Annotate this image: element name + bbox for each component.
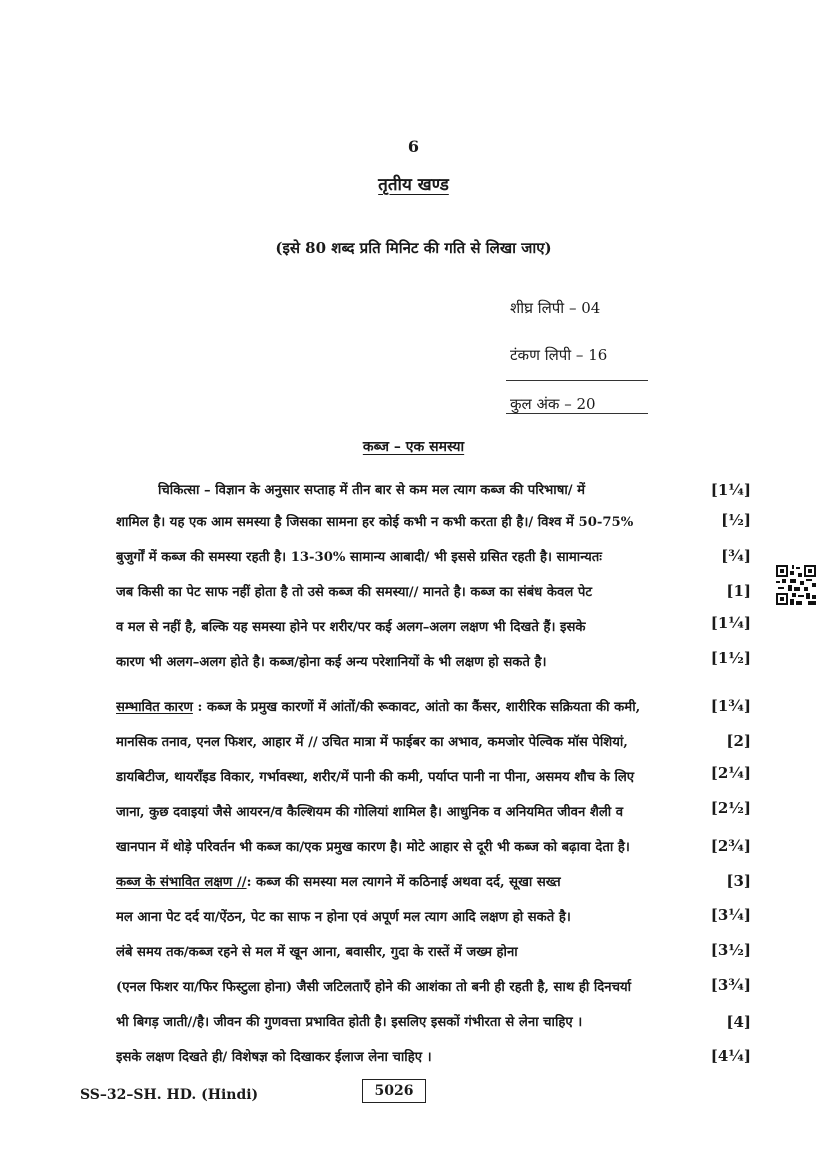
word-count-marker: [1¾] <box>710 697 751 715</box>
passage-line: इसके लक्षण दिखते ही/ विशेषज्ञ को दिखाकर ईलाज लेना चाहिए । <box>116 1050 432 1065</box>
passage-line: (एनल फिशर या/फिर फिस्टुला होना) जैसी जटिलताएँ होने की आशंका तो बनी ही रहती है, साथ ही दिनचर्या <box>116 980 632 995</box>
passage-line: लंबे समय तक/कब्ज रहने से मल में खून आना, बवासीर, गुदा के रास्तें में जख्म होना <box>116 945 518 960</box>
passage-line: शामिल है। यह एक आम समस्या है जिसका सामना हर कोई कभी न कभी करता ही है।/ विश्व में 50-75% <box>116 515 634 530</box>
passage-line: मानसिक तनाव, एनल फिशर, आहार में // उचित मात्रा में फाईबर का अभाव, कमजोर पेल्विक मॉस पेशियां, <box>116 735 628 750</box>
word-count-marker: [½] <box>721 511 751 529</box>
word-count-marker: [1] <box>726 582 751 600</box>
passage-line: भी बिगड़ जाती//है। जीवन की गुणवत्ता प्रभावित होती है। इसलिए इसकों गंभीरता से लेना चाहिए । <box>116 1015 583 1030</box>
passage-line-text: : कब्ज के प्रमुख कारणों में आंतों/की रूकावट, आंतो का कैंसर, शारीरिक सक्रियता की कमी, <box>192 700 641 715</box>
page-number: 6 <box>407 137 420 156</box>
subheading-causes: सम्भावित कारण <box>116 700 193 715</box>
word-count-marker: [1½] <box>710 649 751 667</box>
word-count-marker: [3] <box>726 872 751 890</box>
passage-line <box>116 874 694 892</box>
divider-top <box>506 380 648 381</box>
paper-code: SS–32–SH. HD. (Hindi) <box>80 1087 259 1103</box>
passage-line: बुजुर्गों में कब्ज की समस्या रहती है। 13-30% सामान्य आबादी/ भी इससे ग्रसित रहती है। सामान्यतः <box>116 550 602 565</box>
subheading-symptoms: कब्ज के संभावित लक्षण // <box>116 875 247 890</box>
paper-number-box: 5026 <box>362 1079 426 1103</box>
word-count-marker: [2½] <box>710 799 751 817</box>
typing-marks: टंकण लिपी – 16 <box>510 346 608 364</box>
divider-bottom <box>506 413 648 414</box>
passage-line: जब किसी का पेट साफ नहीं होता है तो उसे कब्ज की समस्या// मानते है। कब्ज का संबंध केवल पेट <box>116 585 593 600</box>
shorthand-marks: शीघ्र लिपी – 04 <box>510 299 601 317</box>
word-count-marker: [2] <box>726 732 751 750</box>
total-marks: कुल अंक – 20 <box>510 395 596 413</box>
passage-title-text: कब्ज – एक समस्या <box>362 439 465 455</box>
word-count-marker: [¾] <box>721 547 751 565</box>
passage-title <box>0 437 827 456</box>
section-title-text: तृतीय खण्ड <box>378 175 449 195</box>
word-count-marker: [3¾] <box>710 976 751 994</box>
word-count-marker: [2¾] <box>710 837 751 855</box>
passage-line-text: : कब्ज की समस्या मल त्यागने में कठिनाई अथवा दर्द, सूखा सख्त <box>246 875 561 890</box>
passage-line: व मल से नहीं है, बल्कि यह समस्या होने पर शरीर/पर कई अलग–अलग लक्षण भी दिखते हैं। इसके <box>116 620 586 635</box>
word-count-marker: [3¼] <box>710 906 751 924</box>
section-title <box>0 172 827 195</box>
word-count-marker: [1¼] <box>710 614 751 632</box>
passage-line: मल आना पेट दर्द या/ऐंठन, पेट का साफ न होना एवं अपूर्ण मल त्याग आदि लक्षण हो सकते है। <box>116 910 571 925</box>
word-count-marker: [2¼] <box>710 764 751 782</box>
passage-line: चिकित्सा – विज्ञान के अनुसार सप्ताह में तीन बार से कम मल त्याग कब्ज की परिभाषा/ में <box>158 483 586 498</box>
qr-code-icon <box>776 565 816 605</box>
passage-line <box>116 699 694 717</box>
passage-line: डायबिटीज, थायराँइड विकार, गर्भावस्था, शरीर/में पानी की कमी, पर्याप्त पानी ना पीना, असमय शौच के लिए <box>116 770 635 785</box>
word-count-marker: [4¼] <box>710 1047 751 1065</box>
word-count-marker: [3½] <box>710 941 751 959</box>
word-count-marker: [4] <box>726 1013 751 1031</box>
passage-line: खानपान में थोड़े परिवर्तन भी कब्ज का/एक प्रमुख कारण है। मोटे आहार से दूरी भी कब्ज को बढ़ावा देता है। <box>116 840 630 855</box>
passage-line: जाना, कुछ दवाइयां जैसे आयरन/व कैल्शियम की गोलियां शामिल है। आधुनिक व अनियमित जीवन शैली व <box>116 805 624 820</box>
word-count-marker: [1¼] <box>710 481 751 499</box>
passage-line: कारण भी अलग–अलग होते है। कब्ज/होना कई अन्य परेशानियों के भी लक्षण हो सकते है। <box>116 655 547 670</box>
instruction-text: (इसे 80 शब्द प्रति मिनिट की गति से लिखा जाए) <box>275 239 552 257</box>
